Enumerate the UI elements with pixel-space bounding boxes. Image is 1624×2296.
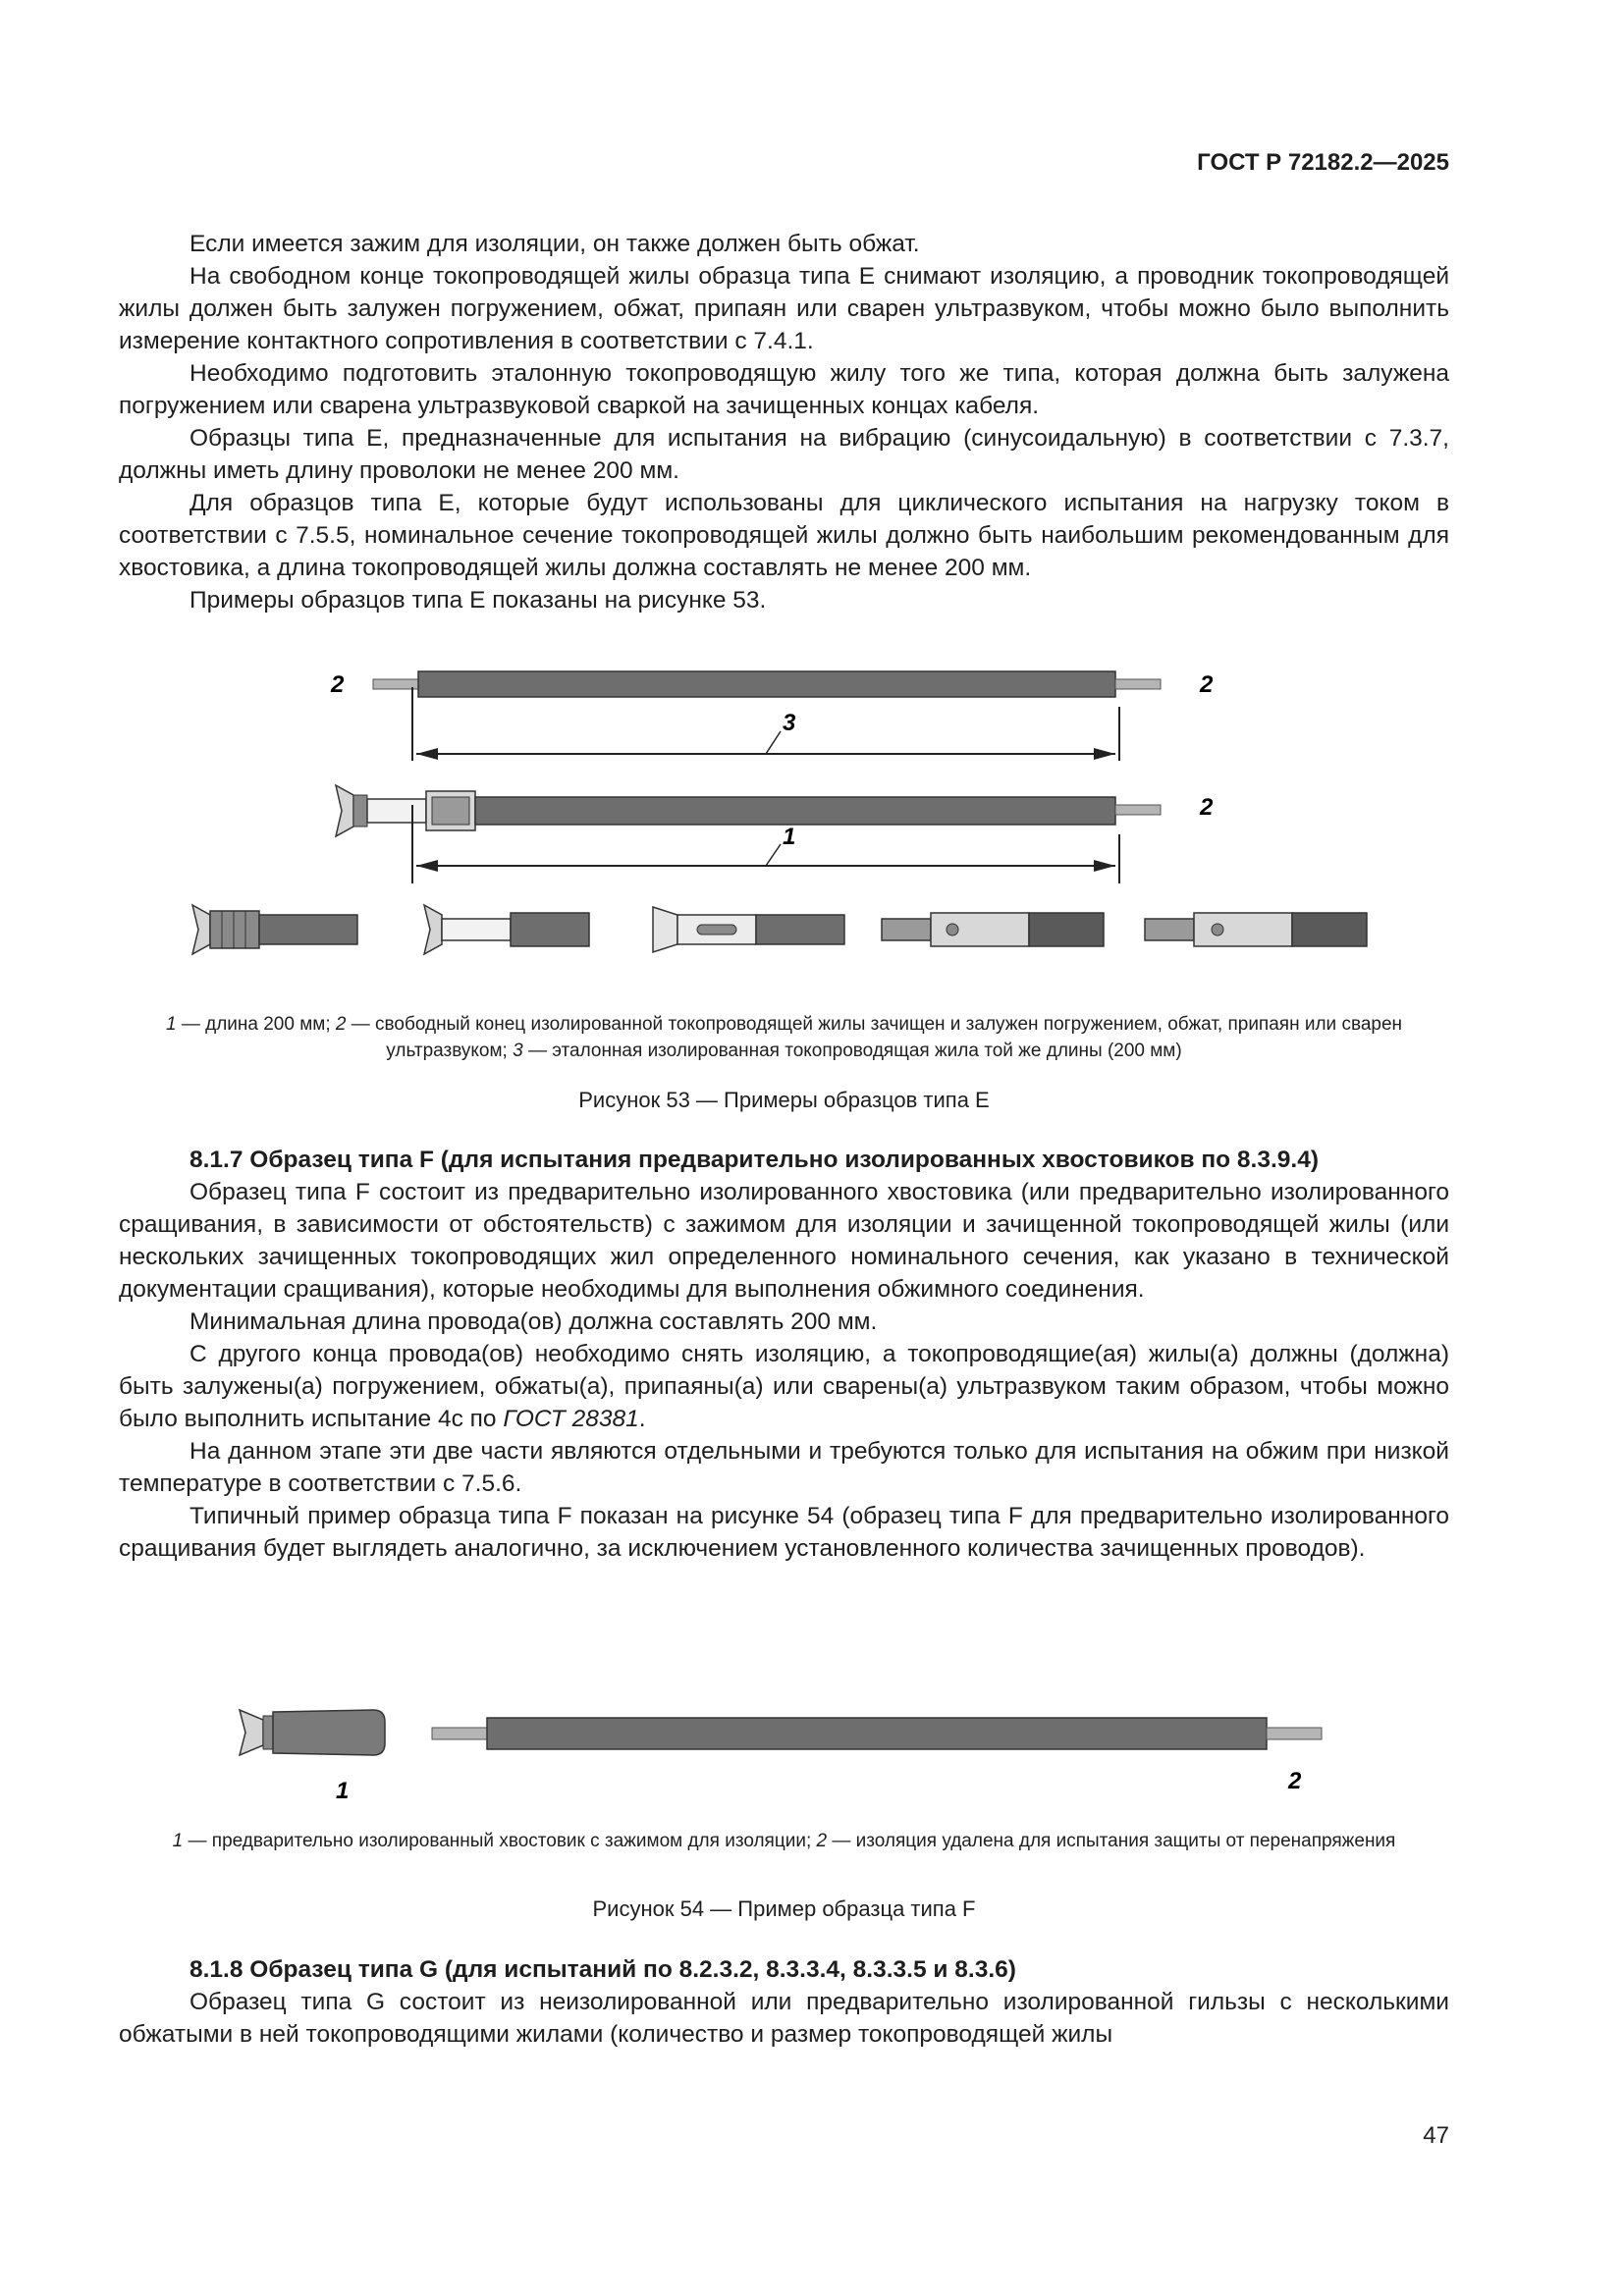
section-f-heading: 8.1.7 Образец типа F (для испытания предварительно изолированных хвостовиков по 8.3.9.4)	[189, 1147, 1319, 1173]
paragraph: Образцы типа Е, предназначенные для испытания на вибрацию (синусоидальную) в соответствии с 7.3.7, должны иметь длину проволоки не менее 200 мм.	[119, 425, 1449, 484]
section-e-text	[119, 228, 1449, 616]
label-dim-ref: 3	[783, 710, 796, 736]
section-g-text	[119, 1953, 1449, 2051]
label-right: 2	[1288, 1768, 1302, 1794]
legend-key: 3	[513, 1041, 523, 1061]
reference-cable	[373, 671, 1161, 697]
section-f-text	[119, 1144, 1449, 1565]
terminal-cable	[336, 785, 1161, 836]
label-left: 1	[336, 1778, 350, 1804]
legend-text: — свободный конец изолированной токопроводящей жилы зачищен и залужен погружением, обжат, припаян или сварен ультразвуком;	[346, 1014, 1403, 1061]
paragraph: Для образцов типа Е, которые будут использованы для циклического испытания на нагрузку током в соответствии с 7.5.5, номинальное сечение токопроводящей жилы должно быть наибольшим рекомендованным для хвостовика, а длина токопроводящей жилы должна составлять не менее 200 мм.	[119, 490, 1449, 581]
stripped-cable	[432, 1718, 1322, 1749]
paragraph: Образец типа F состоит из предварительно изолированного хвостовика (или предварительно изолированного сращивания, в зависимости от обстоятельств) с зажимом для изоляции и зачищенной токопроводящей жилы (или нескольких зачищенных токопроводящих жил определенного номинального сечения, как указано в технической документации сращивания), которые необходимы для выполнения обжимного соединения.	[119, 1179, 1449, 1303]
paragraph: Если имеется зажим для изоляции, он также должен быть обжат.	[189, 231, 920, 257]
label-dim-length: 1	[783, 824, 796, 850]
legend-key: 1	[165, 1014, 177, 1035]
section-g-heading: 8.1.8 Образец типа G (для испытаний по 8.2.3.2, 8.3.3.4, 8.3.3.5 и 8.3.6)	[189, 1956, 1016, 1983]
figure-53-caption: Рисунок 53 — Примеры образцов типа Е	[578, 1088, 990, 1112]
legend-text: — длина 200 мм;	[176, 1014, 336, 1035]
standard-number: ГОСТ Р 72182.2—2025	[1197, 149, 1449, 176]
figure-54-legend	[119, 1828, 1449, 1854]
paragraph	[119, 1338, 1449, 1435]
legend-text: — изоляция удалена для испытания защиты от перенапряжения	[827, 1831, 1396, 1851]
paragraph: Типичный пример образца типа F показан на рисунке 54 (образец типа F для предварительно изолированного сращивания будет выглядеть аналогично, за исключением установленного количества зачищенных проводов).	[119, 1503, 1449, 1562]
page-number: 47	[1423, 2122, 1449, 2149]
terminal-example-3	[653, 907, 844, 952]
paragraph: На данном этапе эти две части являются отдельными и требуются только для испытания на обжим при низкой температуре в соответствии с 7.5.6.	[119, 1438, 1449, 1497]
dimension-line-ref	[412, 687, 1119, 761]
label-top-right: 2	[1200, 671, 1214, 698]
paragraph: Минимальная длина провода(ов) должна составлять 200 мм.	[189, 1308, 878, 1335]
legend-text: — эталонная изолированная токопроводящая жила той же длины (200 мм)	[522, 1041, 1182, 1061]
label-mid-right: 2	[1200, 794, 1214, 821]
figure-54-drawing	[0, 1688, 1624, 1806]
legend-key: 1	[172, 1831, 184, 1851]
paragraph-end: .	[638, 1406, 646, 1432]
paragraph: Примеры образцов типа Е показаны на рисунке 53.	[189, 587, 767, 614]
pre-insulated-terminal	[240, 1710, 385, 1755]
terminal-example-1	[192, 905, 357, 954]
terminal-example-5	[1145, 913, 1367, 946]
legend-key: 2	[335, 1014, 347, 1035]
paragraph: Образец типа G состоит из неизолированной или предварительно изолированной гильзы с несколькими обжатыми в ней токопроводящими жилами (количество и размер токопроводящей жилы	[119, 1989, 1449, 2048]
figure-53-legend	[119, 1011, 1449, 1064]
terminal-example-2	[424, 905, 589, 954]
paragraph: Необходимо подготовить эталонную токопроводящую жилу того же типа, которая должна быть залужена погружением или сварена ультразвуковой сваркой на зачищенных концах кабеля.	[119, 360, 1449, 419]
terminal-example-4	[882, 913, 1104, 946]
legend-key: 2	[816, 1831, 828, 1851]
paragraph: На свободном конце токопроводящей жилы образца типа Е снимают изоляцию, а проводник токопроводящей жилы должен быть залужен погружением, обжат, припаян или сварен ультразвуком, чтобы можно было выполнить измерение контактного сопротивления в соответствии с 7.4.1.	[119, 263, 1449, 354]
standard-reference: ГОСТ 28381	[503, 1406, 639, 1432]
figure-54-caption: Рисунок 54 — Пример образца типа F	[592, 1896, 976, 1921]
figure-53-drawing	[0, 648, 1624, 972]
label-top-left: 2	[331, 671, 345, 698]
legend-text: — предварительно изолированный хвостовик с зажимом для изоляции;	[183, 1831, 817, 1851]
paragraph-text: С другого конца провода(ов) необходимо снять изоляцию, а токопроводящие(ая) жилы(а) должны (должна) быть залужены(а) погружением, обжаты(а), припаяны(а) или сварены(а) ультразвуком таким образом, чтобы можно было выполнить испытание 4с по	[119, 1341, 1449, 1432]
